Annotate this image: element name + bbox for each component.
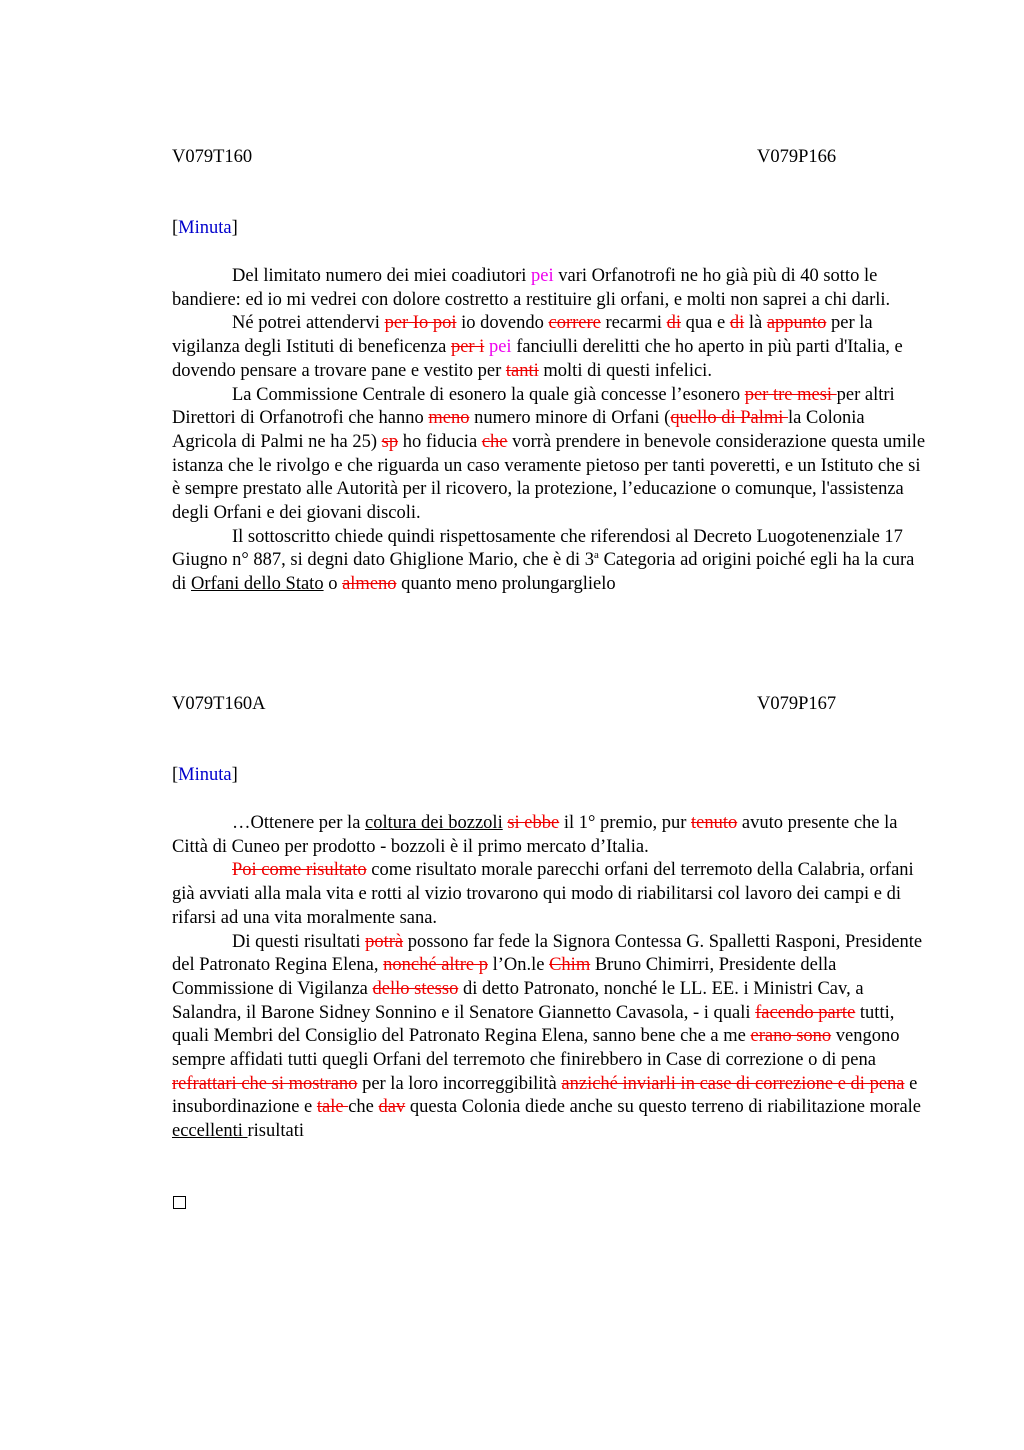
paragraph: …Ottenere per la coltura dei bozzoli si ebbe il 1° premio, pur tenuto avuto presente che la Città di Cuneo per prodotto - bozzoli è il primo mercato d’Italia. <box>172 813 898 857</box>
struck-text: correre <box>548 313 601 334</box>
struck-text: almeno <box>342 574 397 595</box>
struck-text: si ebbe <box>507 813 560 833</box>
struck-text: sp <box>381 431 399 452</box>
section-1-label: [Minuta] <box>172 218 238 238</box>
struck-text: meno <box>428 408 470 429</box>
section-2-label: [Minuta] <box>172 765 238 785</box>
struck-text: anziché inviarli in case di correzione e di pena <box>561 1073 905 1094</box>
struck-text: potrà <box>365 931 404 952</box>
section-2-id-left: V079T160A <box>172 694 266 714</box>
struck-text: facendo parte <box>755 1002 856 1023</box>
underlined-text: eccellenti <box>172 1121 248 1142</box>
struck-text: Poi come risultato <box>232 860 367 881</box>
minuta-label: Minuta <box>178 218 232 238</box>
struck-text: dello stesso <box>372 978 459 999</box>
paragraph: Il sottoscritto chiede quindi rispettosamente che riferendosi al Decreto Luogotenenziale 17 Giugno n° 887, si degni dato Ghiglione Mario, che è di 3$^a$ Categoria ad origini poiché egli ha la cura di Orfani dello Stato o almeno quanto meno prolungarglielo <box>172 526 915 595</box>
struck-text: di <box>666 313 681 334</box>
struck-text: per Io poi <box>384 313 457 334</box>
struck-text: per tre mesi <box>744 384 837 405</box>
section-2-body <box>172 812 932 1144</box>
struck-text: appunto <box>766 313 827 334</box>
struck-text: tenuto <box>690 813 738 833</box>
section-1-header <box>172 146 932 170</box>
struck-text: quello di Palmi <box>670 408 789 429</box>
underlined-text: Orfani dello Stato <box>191 574 324 595</box>
struck-text: tanti <box>505 360 539 381</box>
superscript: a <box>594 549 599 562</box>
struck-text: Chim <box>549 955 591 976</box>
struck-text: per i <box>450 337 485 358</box>
section-1-id-right: V079P166 <box>757 147 837 167</box>
struck-text: tale <box>316 1097 349 1118</box>
minuta-label: Minuta <box>178 765 232 785</box>
struck-text: che <box>481 431 508 452</box>
section-2-id-right: V079P167 <box>757 694 837 714</box>
end-checkbox-icon <box>173 1196 186 1209</box>
paragraph: Del limitato numero dei miei coadiutori pei vari Orfanotrofi ne ho già più di 40 sotto le bandiere: ed io mi vedrei con dolore costretto a restituire gli orfani, e molti non saprei a chi darli. <box>172 266 891 310</box>
paragraph: Di questi risultati potrà possono far fede la Signora Contessa G. Spalletti Rasponi, Presidente del Patronato Regina Elena, nonché altre p l’On.le Chim Bruno Chimirri, Presidente della Commissione di Vigilanza dello stesso di detto Patronato, nonché le LL. EE. i Ministri Cav, a Salandra, il Barone Sidney Sonnino e il Senatore Giannetto Cavasola, - i quali facendo parte tutti, quali Membri del Consiglio del Patronato Regina Elena, sanno bene che a me erano sono vengono sempre affidati tutti quegli Orfani del terremoto che finirebbero in Case di correzione o di pena refrattari che si mostrano per la loro incorreggibilità anziché inviarli in case di correzione e di pena e insubordinazione e tale che dav questa Colonia diede anche su questo terreno di riabilitazione morale eccellenti risultati <box>172 931 923 1142</box>
struck-text: refrattari che si mostrano <box>172 1073 358 1094</box>
struck-text: erano sono <box>750 1026 832 1047</box>
struck-text: dav <box>378 1097 406 1118</box>
underlined-text: coltura dei bozzoli <box>365 813 503 833</box>
inserted-word: pei <box>488 337 512 358</box>
struck-text: nonché altre p <box>383 955 488 976</box>
struck-text: di <box>729 313 745 334</box>
section-2-header <box>172 693 932 717</box>
section-1-body <box>172 265 932 597</box>
paragraph: La Commissione Centrale di esonero la quale già concesse l’esonero per tre mesi per altri Direttori di Orfanotrofi che hanno meno numero minore di Orfani (quello di Palmi la Colonia Agricola di Palmi ne ha 25) sp ho fiducia che vorrà prendere in benevole considerazione questa umile istanza che le rivolgo e che riguarda un caso veramente pietoso per tanti poveretti, e un Istituto che si è sempre prestato alle Autorità per il ricovero, la protezione, l’educazione o comunque, l'assistenza degli Orfani e dei giovani discoli. <box>172 384 926 524</box>
paragraph: Né potrei attendervi per Io poi io dovendo correre recarmi di qua e di là appunto per la vigilanza degli Istituti di beneficenza per i pei fanciulli derelitti che ho aperto in più parti d'Italia, e dovendo pensare a trovare pane e vestito per tanti molti di questi infelici. <box>172 313 903 381</box>
paragraph: Poi come risultato come risultato morale parecchi orfani del terremoto della Calabria, orfani già avviati alla mala vita e rotti al vizio trovarono qui modo di riabilitarsi col lavoro dei campi e di rifarsi ad una vita moralmente sana. <box>172 860 914 928</box>
section-1-id-left: V079T160 <box>172 147 253 167</box>
inserted-word: pei <box>531 266 554 286</box>
